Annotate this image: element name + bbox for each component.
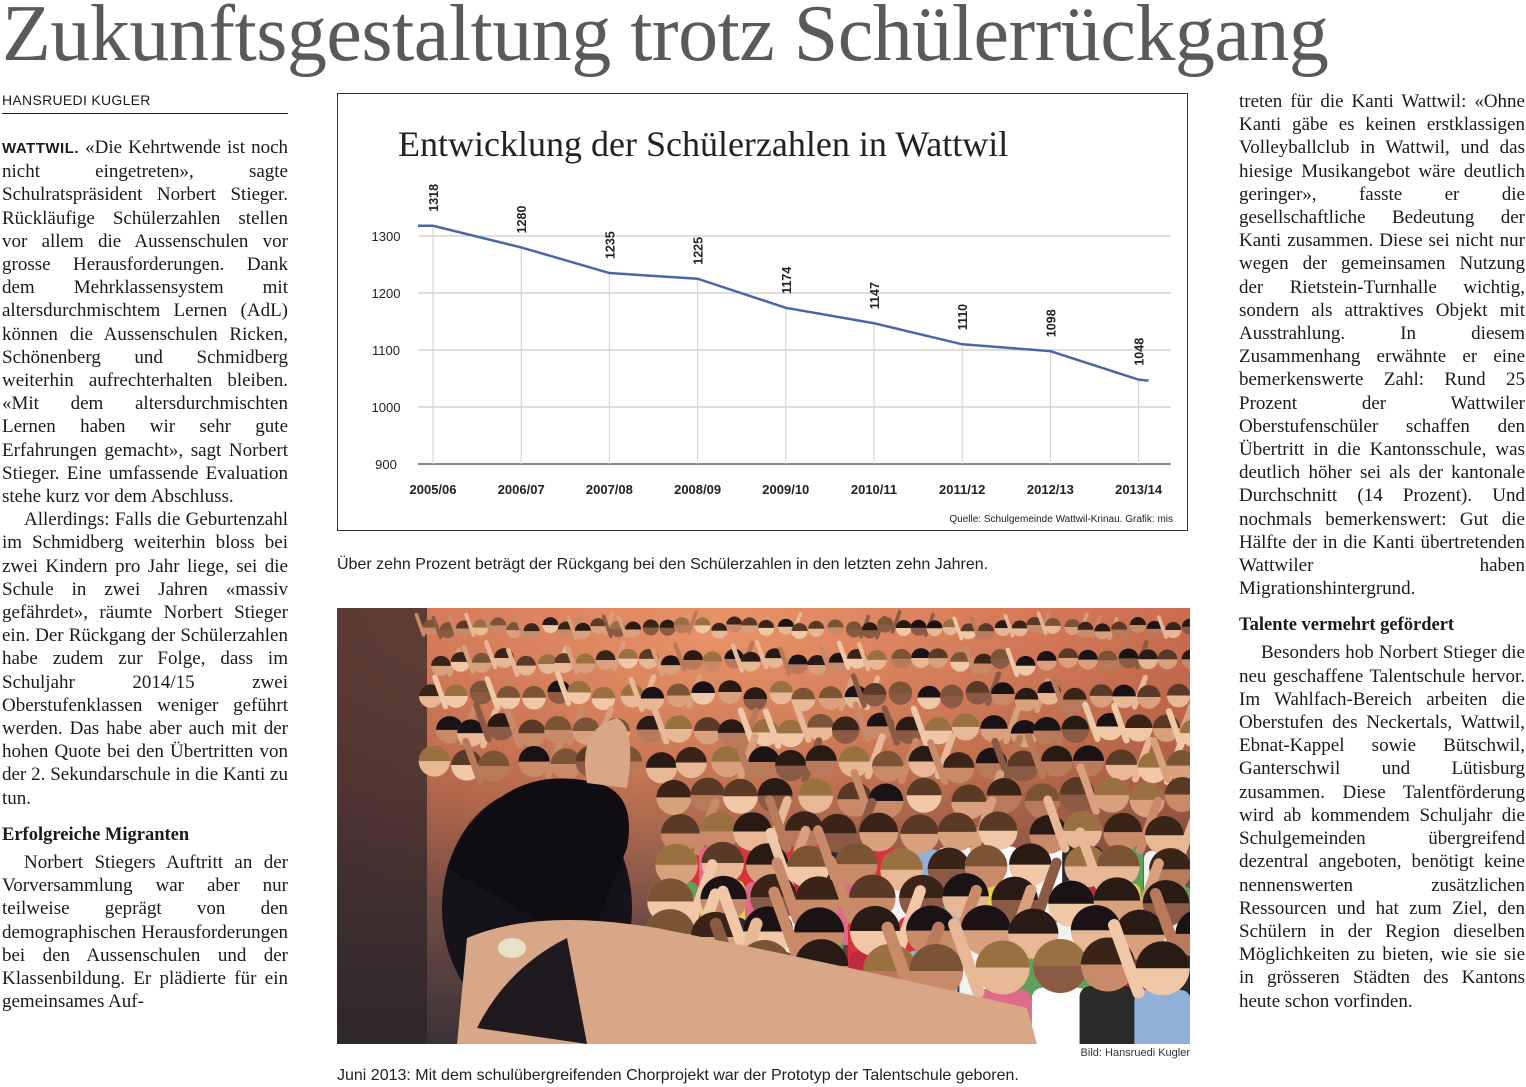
x-tick-label: 2006/07 bbox=[497, 482, 545, 497]
data-label-2013/14: 1048 bbox=[1132, 337, 1147, 366]
article-column-1 bbox=[2, 136, 288, 1013]
y-tick-label: 1200 bbox=[371, 286, 401, 301]
article-column-3 bbox=[1239, 90, 1525, 1013]
data-label-2011/12: 1110 bbox=[956, 303, 971, 331]
y-tick-label: 1000 bbox=[371, 400, 401, 415]
chart-drop-lines bbox=[433, 226, 1139, 464]
choir-photo bbox=[337, 608, 1190, 1044]
x-tick-label: 2005/06 bbox=[409, 482, 457, 497]
x-tick-label: 2012/13 bbox=[1026, 482, 1074, 497]
chart-value-labels bbox=[427, 184, 1147, 366]
photo-credit: Bild: Hansruedi Kugler bbox=[1080, 1047, 1190, 1059]
x-tick-label: 2010/11 bbox=[850, 482, 898, 497]
chart-grid bbox=[418, 236, 1171, 464]
chart-title: Entwicklung der Schülerzahlen in Wattwil bbox=[398, 124, 1009, 164]
x-tick-label: 2011/12 bbox=[939, 482, 986, 497]
data-label-2006/07: 1280 bbox=[515, 205, 530, 234]
x-tick-label: 2007/08 bbox=[585, 482, 633, 497]
series-line bbox=[418, 226, 1149, 381]
subhead-migranten: Erfolgreiche Migranten bbox=[2, 824, 190, 845]
y-tick-label: 1300 bbox=[371, 229, 401, 244]
x-tick-label: 2009/10 bbox=[762, 482, 810, 497]
x-tick-label: 2008/09 bbox=[674, 482, 722, 497]
subhead-talente: Talente vermehrt gefördert bbox=[1239, 615, 1455, 636]
data-label-2007/08: 1235 bbox=[603, 231, 618, 260]
paragraph-4: treten für die Kanti Wattwil: «Ohne Kanti gäbe es keinen erstklassigen Volleyballclub in Wattwil, und das hiesige Musikangebot wäre deutlich geringer», fasste er die gesellschaftliche Bedeutung der Kanti zusammen. Diese sei nicht nur wegen der gemeinsamen Nutzung der Rietstein-Turnhalle wichtig, sondern als attraktives Objekt mit Ausstrahlung. In diesem Zusammenhang erwähnte er eine bemerkenswerte Zahl: Rund 25 Prozent der Wattwiler Oberstufenschüler schaffen den Übertritt in die Kantonsschule, was deutlich höher sei als der kantonale Durchschnitt (14 Prozent). Und nochmals bemerkenswert: Gut die Hälfte der in die Kanti übertretenden Wattwiler haben Migrationshintergrund. bbox=[1239, 91, 1525, 600]
photo-caption: Juni 2013: Mit dem schulübergreifenden Chorprojekt war der Prototyp der Talentschule geboren. bbox=[337, 1067, 1019, 1084]
data-label-2005/06: 1318 bbox=[427, 183, 441, 212]
paragraph-5: Besonders hob Norbert Stieger die neu geschaffene Talentschule hervor. Im Wahlfach-Bereich arbeiten die Oberstufen des Neckertals, Wattwil, Ebnat-Kappel sowie Bütschwil, Ganterschwil und Lütisburg zusammen. Diese Talentförderung wird ab kommendem Schuljahr die Schulgemeinden übergreifend dezentral angeboten, benötigt keine nennenswerten zusätzlichen Ressourcen und hat zum Ziel, den Schülern in der Region dieselben Möglichkeiten zu bieten, wie sie sie in grösseren Städten des Kantons heute schon vorfinden. bbox=[1239, 642, 1525, 1012]
data-label-2008/09: 1225 bbox=[691, 236, 706, 265]
paragraph-2: Allerdings: Falls die Geburtenzahl im Schmidberg weiterhin bloss bei zwei Kindern pro Jahr liege, sei die Schule in zwei Jahren «massiv gefährdet», räumte Norbert Stieger ein. Der Rückgang der Schülerzahlen habe zudem zur Folge, dass im Schuljahr 2014/15 zwei Oberstufenklassen weniger geführt werden. Das habe aber auch mit der hohen Quote bei den Übertritten von der 2. Sekundarschule in die Kanti zu tun. bbox=[2, 509, 288, 809]
paragraph-3: Norbert Stiegers Auftritt an der Vorversammlung war aber nur teilweise geprägt von den demographischen Herausforderungen bei den Aussenschulen und der Klassenbildung. Er plädierte für ein gemeinsames Auf- bbox=[2, 851, 288, 1013]
chart-source: Quelle: Schulgemeinde Wattwil-Krinau. Grafik: mis bbox=[949, 514, 1173, 525]
chart-y-ticks bbox=[372, 229, 401, 472]
y-tick-label: 1100 bbox=[372, 343, 400, 358]
chart-caption: Über zehn Prozent beträgt der Rückgang bei den Schülerzahlen in den letzten zehn Jahren. bbox=[337, 556, 989, 573]
y-tick-label: 900 bbox=[375, 457, 397, 472]
headline: Zukunftsgestaltung trotz Schülerrückgang bbox=[2, 0, 1329, 78]
x-tick-label: 2013/14 bbox=[1115, 482, 1163, 497]
paragraph-1-text: «Die Kehrtwende ist noch nicht eingetreten», sagte Schulratspräsident Norbert Stieger. Rückläufige Schülerzahlen stellen vor allem die Aussenschulen vor grosse Herausforderungen. Dank dem Mehrklassensystem mit altersdurchmischtem Lernen (AdL) können die Aussenschulen Ricken, Schönenberg und Schmidberg weiterhin aufrechterhalten bleiben. «Mit dem altersdurchmischten Lernen haben wir sehr gute Erfahrungen gemacht», sagt Norbert Stieger. Eine umfassende Evaluation stehe kurz vor dem Abschluss. bbox=[2, 137, 288, 508]
chart-svg bbox=[338, 94, 1189, 532]
paragraph-intro bbox=[2, 136, 288, 508]
data-label-2010/11: 1147 bbox=[868, 282, 882, 310]
chart-frame bbox=[337, 93, 1188, 531]
data-label-2009/10: 1174 bbox=[779, 266, 794, 294]
data-label-2012/13: 1098 bbox=[1044, 309, 1059, 338]
byline: HANSRUEDI KUGLER bbox=[2, 92, 288, 114]
chart-x-ticks bbox=[410, 482, 1163, 497]
dateline: WATTWIL. bbox=[2, 140, 80, 157]
photo-illustration bbox=[337, 608, 1190, 1044]
